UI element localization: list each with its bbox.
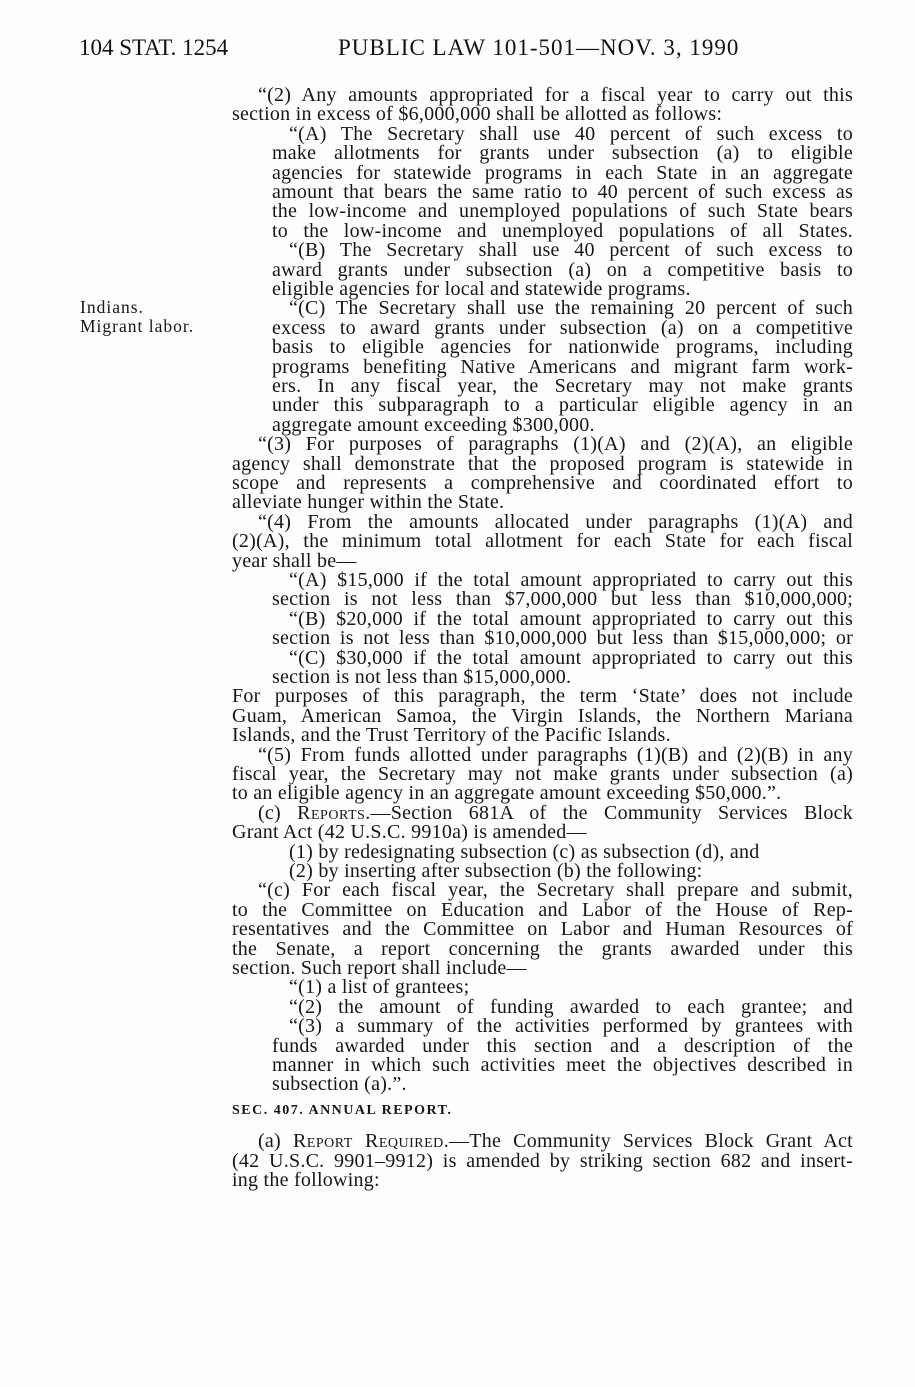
text-line: For purposes of this paragraph, the term ‘State’ does not include (232, 685, 853, 708)
subsection-c-heading-line (258, 803, 853, 823)
text-line: Guam, American Samoa, the Virgin Islands, the Northern Mariana (232, 704, 853, 727)
text-line: “(B) $20,000 if the total amount appropriated to carry out this (289, 607, 853, 630)
text-line: programs benefiting Native Americans and migrant farm work- (272, 355, 853, 378)
text-line: “(2) the amount of funding awarded to each grantee; and (289, 995, 853, 1018)
subsection-label: (c) (258, 801, 298, 824)
text-line: “(C) $30,000 if the total amount appropriated to carry out this (289, 646, 853, 669)
text-line: section is not less than $10,000,000 but less than $15,000,000; or (272, 627, 853, 650)
margin-note: Migrant labor. (80, 316, 195, 336)
text-line: ers. In any fiscal year, the Secretary may not make grants (272, 375, 853, 397)
text-line: “(C) The Secretary shall use the remaining 20 percent of such (289, 297, 853, 320)
text-line: “(c) For each fiscal year, the Secretary shall prepare and submit, (258, 879, 853, 902)
section-heading: SEC. 407. ANNUAL REPORT. (232, 1103, 453, 1118)
subsection-text: .—The Community Services Block Grant Act (443, 1130, 853, 1152)
text-line: alleviate hunger within the State. (232, 491, 505, 514)
text-line: ing the following: (232, 1169, 380, 1191)
text-line: year shall be— (232, 549, 357, 572)
text-line: subsection (a).”. (272, 1073, 407, 1096)
text-line: (42 U.S.C. 9901–9912) is amended by striking section 682 and insert- (232, 1149, 853, 1172)
subsection-label: (a) (258, 1130, 293, 1152)
subsection-a-heading-line (258, 1131, 853, 1151)
text-line: excess to award grants under subsection (a) on a competitive (272, 316, 853, 339)
text-line: aggregate amount exceeding $300,000. (272, 413, 595, 436)
text-line: “(1) a list of grantees; (289, 976, 470, 999)
text-line: fiscal year, the Secretary may not make grants under subsection (a) (232, 763, 853, 785)
text-line: make allotments for grants under subsection (a) to eligible (272, 142, 853, 165)
text-line: “(B) The Secretary shall use 40 percent of such excess to (289, 239, 853, 262)
text-line: section is not less than $15,000,000. (272, 666, 572, 688)
text-line: the low-income and unemployed populations of such State bears (272, 200, 853, 223)
text-line: agency shall demonstrate that the proposed program is statewide in (232, 452, 853, 475)
text-line: funds awarded under this section and a description of the (272, 1034, 853, 1057)
text-line: agencies for statewide programs in each State in an aggregate (272, 161, 853, 184)
text-line: basis to eligible agencies for nationwide programs, including (272, 336, 853, 359)
subsection-text: .—Section 681A of the Community Services Block (365, 801, 853, 824)
text-line: award grants under subsection (a) on a competitive basis to (272, 258, 853, 281)
subsection-heading: Reports (297, 801, 366, 824)
text-line: amount that bears the same ratio to 40 percent of such excess as (272, 181, 853, 203)
text-line: scope and represents a comprehensive and coordinated effort to (232, 472, 853, 494)
text-line: eligible agencies for local and statewide programs. (272, 278, 691, 300)
text-line: “(2) Any amounts appropriated for a fiscal year to carry out this (258, 84, 853, 106)
text-line: section in excess of $6,000,000 shall be allotted as follows: (232, 103, 723, 126)
text-line: to an eligible agency in an aggregate amount exceeding $50,000.”. (232, 782, 782, 805)
text-line: section is not less than $7,000,000 but less than $10,000,000; (272, 588, 853, 611)
text-line: Grant Act (42 U.S.C. 9910a) is amended— (232, 821, 587, 844)
running-head-page: 104 STAT. 1254 (79, 35, 229, 60)
text-line: (1) by redesignating subsection (c) as subsection (d), and (289, 840, 760, 863)
text-line: Islands, and the Trust Territory of the Pacific Islands. (232, 724, 671, 747)
text-line: “(A) $15,000 if the total amount appropriated to carry out this (289, 569, 853, 591)
text-line: “(5) From funds allotted under paragraphs (1)(B) and (2)(B) in any (258, 743, 853, 766)
text-line: “(A) The Secretary shall use 40 percent of such excess to (289, 122, 853, 145)
text-line: to the Committee on Education and Labor of the House of Rep- (232, 898, 853, 921)
text-line: (2) by inserting after subsection (b) the following: (289, 860, 703, 882)
text-line: “(3) For purposes of paragraphs (1)(A) and (2)(A), an eligible (258, 433, 853, 456)
text-line: under this subparagraph to a particular eligible agency in an (272, 394, 853, 417)
text-line: (2)(A), the minimum total allotment for each State for each fiscal (232, 530, 853, 553)
text-line: the Senate, a report concerning the grants awarded under this (232, 937, 853, 960)
text-line: section. Such report shall include— (232, 957, 527, 979)
text-line: resentatives and the Committee on Labor and Human Resources of (232, 918, 853, 941)
text-line: to the low-income and unemployed populations of all States. (272, 219, 853, 242)
text-line: “(3) a summary of the activities performed by grantees with (289, 1015, 853, 1038)
margin-note: Indians. (80, 297, 144, 317)
text-line: “(4) From the amounts allocated under paragraphs (1)(A) and (258, 510, 853, 533)
running-head-title: PUBLIC LAW 101-501—NOV. 3, 1990 (338, 35, 740, 60)
subsection-heading: Report Required (292, 1130, 444, 1152)
text-line: manner in which such activities meet the objectives described in (272, 1054, 853, 1076)
